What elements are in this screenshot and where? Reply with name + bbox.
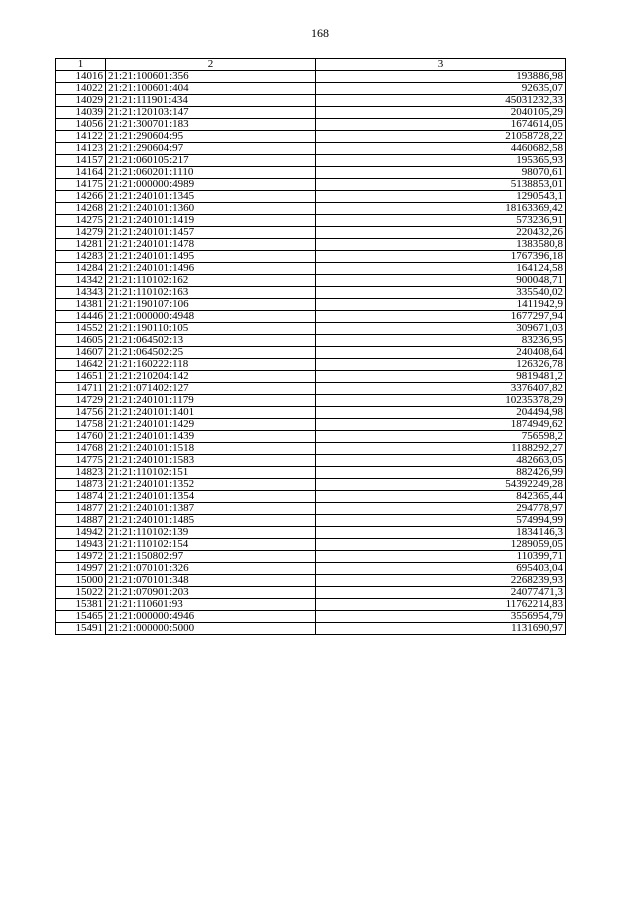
value-cell: 204494,98 <box>316 407 566 419</box>
table-row <box>56 323 566 335</box>
table-row <box>56 287 566 299</box>
cadastral-number-cell: 21:21:111901:434 <box>106 95 316 107</box>
table-row <box>56 83 566 95</box>
value-cell: 1767396,18 <box>316 251 566 263</box>
table-row <box>56 551 566 563</box>
cadastral-number-cell: 21:21:240101:1179 <box>106 395 316 407</box>
value-cell: 220432,26 <box>316 227 566 239</box>
value-cell: 9819481,2 <box>316 371 566 383</box>
cadastral-number-cell: 21:21:070901:203 <box>106 587 316 599</box>
cadastral-number-cell: 21:21:110102:162 <box>106 275 316 287</box>
value-cell: 482663,05 <box>316 455 566 467</box>
table-row <box>56 263 566 275</box>
table-row <box>56 347 566 359</box>
table-row <box>56 455 566 467</box>
table-row <box>56 251 566 263</box>
cadastral-number-cell: 21:21:240101:1495 <box>106 251 316 263</box>
cadastral-number-cell: 21:21:240101:1401 <box>106 407 316 419</box>
row-number-cell: 14342 <box>56 275 106 287</box>
cadastral-number-cell: 21:21:100601:404 <box>106 83 316 95</box>
cadastral-number-cell: 21:21:064502:13 <box>106 335 316 347</box>
value-cell: 1290543,1 <box>316 191 566 203</box>
cadastral-number-cell: 21:21:240101:1352 <box>106 479 316 491</box>
registry-table <box>55 58 566 635</box>
value-cell: 164124,58 <box>316 263 566 275</box>
row-number-cell: 14283 <box>56 251 106 263</box>
cadastral-number-cell: 21:21:060201:1110 <box>106 167 316 179</box>
table-row <box>56 491 566 503</box>
cadastral-number-cell: 21:21:210204:142 <box>106 371 316 383</box>
value-cell: 4460682,58 <box>316 143 566 155</box>
value-cell: 126326,78 <box>316 359 566 371</box>
cadastral-number-cell: 21:21:240101:1478 <box>106 239 316 251</box>
row-number-cell: 14122 <box>56 131 106 143</box>
table-row <box>56 155 566 167</box>
table-row <box>56 383 566 395</box>
value-cell: 294778,97 <box>316 503 566 515</box>
table-row <box>56 359 566 371</box>
row-number-cell: 14605 <box>56 335 106 347</box>
table-row <box>56 107 566 119</box>
table-body <box>56 71 566 635</box>
table-row <box>56 419 566 431</box>
value-cell: 3556954,79 <box>316 611 566 623</box>
row-number-cell: 14275 <box>56 215 106 227</box>
table-row <box>56 131 566 143</box>
row-number-cell: 14039 <box>56 107 106 119</box>
row-number-cell: 14642 <box>56 359 106 371</box>
page-number: 168 <box>311 26 329 40</box>
table-row <box>56 227 566 239</box>
cadastral-number-cell: 21:21:110601:93 <box>106 599 316 611</box>
row-number-cell: 14175 <box>56 179 106 191</box>
value-cell: 1874949,62 <box>316 419 566 431</box>
row-number-cell: 15465 <box>56 611 106 623</box>
table-row <box>56 167 566 179</box>
cadastral-number-cell: 21:21:070101:326 <box>106 563 316 575</box>
value-cell: 1411942,9 <box>316 299 566 311</box>
value-cell: 1834146,3 <box>316 527 566 539</box>
cadastral-number-cell: 21:21:300701:183 <box>106 119 316 131</box>
table-row <box>56 191 566 203</box>
row-number-cell: 14056 <box>56 119 106 131</box>
value-cell: 98070,61 <box>316 167 566 179</box>
value-cell: 54392249,28 <box>316 479 566 491</box>
row-number-cell: 14729 <box>56 395 106 407</box>
row-number-cell: 14446 <box>56 311 106 323</box>
value-cell: 309671,03 <box>316 323 566 335</box>
value-cell: 3376407,82 <box>316 383 566 395</box>
row-number-cell: 15491 <box>56 623 106 635</box>
value-cell: 5138853,01 <box>316 179 566 191</box>
cadastral-number-cell: 21:21:070101:348 <box>106 575 316 587</box>
value-cell: 92635,07 <box>316 83 566 95</box>
row-number-cell: 14758 <box>56 419 106 431</box>
row-number-cell: 14016 <box>56 71 106 83</box>
value-cell: 240408,64 <box>316 347 566 359</box>
table-row <box>56 335 566 347</box>
table-row <box>56 407 566 419</box>
value-cell: 842365,44 <box>316 491 566 503</box>
cadastral-number-cell: 21:21:150802:97 <box>106 551 316 563</box>
row-number-cell: 14887 <box>56 515 106 527</box>
row-number-cell: 14022 <box>56 83 106 95</box>
row-number-cell: 14164 <box>56 167 106 179</box>
row-number-cell: 14942 <box>56 527 106 539</box>
value-cell: 1131690,97 <box>316 623 566 635</box>
value-cell: 882426,99 <box>316 467 566 479</box>
value-cell: 195365,93 <box>316 155 566 167</box>
table-row <box>56 503 566 515</box>
table-row <box>56 623 566 635</box>
table-row <box>56 203 566 215</box>
cadastral-number-cell: 21:21:060105:217 <box>106 155 316 167</box>
cadastral-number-cell: 21:21:190110:105 <box>106 323 316 335</box>
value-cell: 335540,02 <box>316 287 566 299</box>
table-row <box>56 239 566 251</box>
cadastral-number-cell: 21:21:000000:4948 <box>106 311 316 323</box>
cadastral-number-cell: 21:21:240101:1354 <box>106 491 316 503</box>
row-number-cell: 14877 <box>56 503 106 515</box>
table-row <box>56 563 566 575</box>
row-number-cell: 14343 <box>56 287 106 299</box>
table-row <box>56 275 566 287</box>
table-row <box>56 575 566 587</box>
row-number-cell: 14756 <box>56 407 106 419</box>
cadastral-number-cell: 21:21:110102:139 <box>106 527 316 539</box>
cadastral-number-cell: 21:21:190107:106 <box>106 299 316 311</box>
value-cell: 1188292,27 <box>316 443 566 455</box>
value-cell: 193886,98 <box>316 71 566 83</box>
value-cell: 18163369,42 <box>316 203 566 215</box>
row-number-cell: 14123 <box>56 143 106 155</box>
table-row <box>56 587 566 599</box>
cadastral-number-cell: 21:21:160222:118 <box>106 359 316 371</box>
cadastral-number-cell: 21:21:240101:1387 <box>106 503 316 515</box>
table-row <box>56 311 566 323</box>
cadastral-number-cell: 21:21:240101:1583 <box>106 455 316 467</box>
column-header-2: 2 <box>106 59 316 71</box>
value-cell: 695403,04 <box>316 563 566 575</box>
cadastral-number-cell: 21:21:110102:154 <box>106 539 316 551</box>
row-number-cell: 14768 <box>56 443 106 455</box>
value-cell: 1289059,05 <box>316 539 566 551</box>
column-header-1: 1 <box>56 59 106 71</box>
cadastral-number-cell: 21:21:290604:95 <box>106 131 316 143</box>
table-row <box>56 299 566 311</box>
table-row <box>56 479 566 491</box>
cadastral-number-cell: 21:21:000000:4989 <box>106 179 316 191</box>
row-number-cell: 14284 <box>56 263 106 275</box>
cadastral-number-cell: 21:21:290604:97 <box>106 143 316 155</box>
cadastral-number-cell: 21:21:240101:1429 <box>106 419 316 431</box>
cadastral-number-cell: 21:21:240101:1485 <box>106 515 316 527</box>
table-row <box>56 215 566 227</box>
value-cell: 11762214,83 <box>316 599 566 611</box>
table-header-row <box>56 59 566 71</box>
table-row <box>56 143 566 155</box>
row-number-cell: 14711 <box>56 383 106 395</box>
row-number-cell: 14029 <box>56 95 106 107</box>
row-number-cell: 14874 <box>56 491 106 503</box>
table-row <box>56 179 566 191</box>
value-cell: 1383580,8 <box>316 239 566 251</box>
row-number-cell: 14157 <box>56 155 106 167</box>
table-row <box>56 539 566 551</box>
cadastral-number-cell: 21:21:240101:1518 <box>106 443 316 455</box>
row-number-cell: 14943 <box>56 539 106 551</box>
value-cell: 10235378,29 <box>316 395 566 407</box>
cadastral-number-cell: 21:21:000000:4946 <box>106 611 316 623</box>
value-cell: 756598,2 <box>316 431 566 443</box>
table-row <box>56 467 566 479</box>
value-cell: 1674614,05 <box>316 119 566 131</box>
cadastral-number-cell: 21:21:240101:1439 <box>106 431 316 443</box>
value-cell: 1677297,94 <box>316 311 566 323</box>
cadastral-number-cell: 21:21:240101:1360 <box>106 203 316 215</box>
value-cell: 83236,95 <box>316 335 566 347</box>
row-number-cell: 14873 <box>56 479 106 491</box>
value-cell: 574994,99 <box>316 515 566 527</box>
table-row <box>56 527 566 539</box>
value-cell: 573236,91 <box>316 215 566 227</box>
value-cell: 900048,71 <box>316 275 566 287</box>
row-number-cell: 15381 <box>56 599 106 611</box>
value-cell: 21058728,22 <box>316 131 566 143</box>
row-number-cell: 15022 <box>56 587 106 599</box>
value-cell: 2040105,29 <box>316 107 566 119</box>
cadastral-number-cell: 21:21:240101:1496 <box>106 263 316 275</box>
value-cell: 45031232,33 <box>316 95 566 107</box>
row-number-cell: 14268 <box>56 203 106 215</box>
row-number-cell: 14997 <box>56 563 106 575</box>
column-header-3: 3 <box>316 59 566 71</box>
cadastral-number-cell: 21:21:064502:25 <box>106 347 316 359</box>
value-cell: 24077471,3 <box>316 587 566 599</box>
table-row <box>56 443 566 455</box>
row-number-cell: 14651 <box>56 371 106 383</box>
cadastral-number-cell: 21:21:100601:356 <box>106 71 316 83</box>
table-row <box>56 599 566 611</box>
row-number-cell: 14760 <box>56 431 106 443</box>
row-number-cell: 14381 <box>56 299 106 311</box>
row-number-cell: 14823 <box>56 467 106 479</box>
row-number-cell: 14775 <box>56 455 106 467</box>
cadastral-number-cell: 21:21:110102:151 <box>106 467 316 479</box>
table-row <box>56 371 566 383</box>
cadastral-number-cell: 21:21:240101:1457 <box>106 227 316 239</box>
cadastral-number-cell: 21:21:120103:147 <box>106 107 316 119</box>
table-row <box>56 71 566 83</box>
table-row <box>56 95 566 107</box>
table-row <box>56 431 566 443</box>
table-row <box>56 515 566 527</box>
row-number-cell: 14607 <box>56 347 106 359</box>
cadastral-number-cell: 21:21:000000:5000 <box>106 623 316 635</box>
cadastral-number-cell: 21:21:071402:127 <box>106 383 316 395</box>
table-row <box>56 119 566 131</box>
row-number-cell: 14279 <box>56 227 106 239</box>
table-row <box>56 611 566 623</box>
value-cell: 2268239,93 <box>316 575 566 587</box>
row-number-cell: 14281 <box>56 239 106 251</box>
row-number-cell: 14266 <box>56 191 106 203</box>
cadastral-number-cell: 21:21:240101:1345 <box>106 191 316 203</box>
cadastral-number-cell: 21:21:110102:163 <box>106 287 316 299</box>
row-number-cell: 14972 <box>56 551 106 563</box>
value-cell: 110399,71 <box>316 551 566 563</box>
table-row <box>56 395 566 407</box>
row-number-cell: 14552 <box>56 323 106 335</box>
row-number-cell: 15000 <box>56 575 106 587</box>
cadastral-number-cell: 21:21:240101:1419 <box>106 215 316 227</box>
